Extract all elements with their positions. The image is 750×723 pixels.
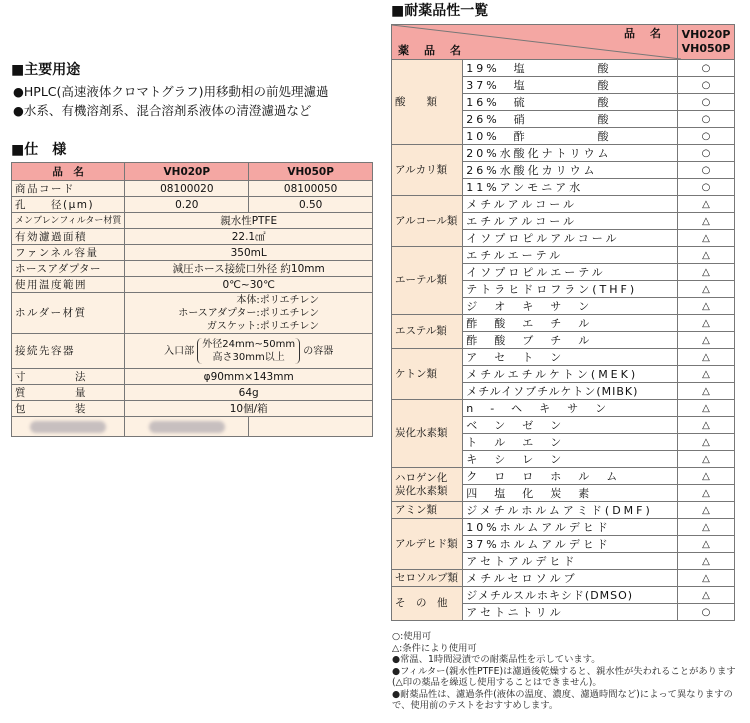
spec-label: 包 装	[12, 401, 125, 417]
notes	[392, 631, 740, 712]
chem-mark: △	[678, 349, 735, 366]
holder-line: ホースアダプター:ポリエチレン	[178, 307, 320, 319]
chem-mark: △	[678, 281, 735, 298]
vessel-line: 外径24mm~50mm	[202, 339, 296, 350]
chem-mark: ○	[678, 94, 735, 111]
chem-row	[392, 145, 735, 162]
chem-row	[392, 247, 735, 264]
chem-mark: ○	[678, 128, 735, 145]
chem-category: エステル類	[392, 315, 463, 349]
spec-value: 減圧ホース接続口外径 約10mm	[125, 261, 373, 277]
spec-heading: ■仕 様	[11, 142, 67, 158]
spec-header-name: 品 名	[12, 163, 125, 181]
chem-mark: ○	[678, 604, 735, 621]
spec-value	[125, 293, 373, 334]
chem-header-chemical: 薬 品 名	[398, 44, 463, 57]
blurred-text	[149, 421, 225, 433]
chem-row	[392, 315, 735, 332]
chem-name: ト ル エ ン	[463, 434, 678, 451]
chem-mark: △	[678, 213, 735, 230]
chem-name: 四 塩 化 炭 素	[463, 485, 678, 502]
chemical-resistance-table	[391, 24, 735, 621]
chem-row	[392, 468, 735, 485]
chem-mark: △	[678, 247, 735, 264]
chem-category: ケトン類	[392, 349, 463, 400]
spec-label: ホースアダプター	[12, 261, 125, 277]
chem-mark: △	[678, 196, 735, 213]
note-line: ●常温、1時間浸漬での耐薬品性を示しています。	[392, 654, 601, 665]
chem-name: 酢 酸 ブ チ ル	[463, 332, 678, 349]
spec-label: 接続先容器	[12, 334, 125, 369]
spec-row-membrane	[12, 213, 373, 229]
holder-line: 本体:ポリエチレン	[236, 294, 320, 306]
chem-name: 10% 酢 酸	[463, 128, 678, 145]
spec-label: ファンネル容量	[12, 245, 125, 261]
spec-value: 22.1㎠	[125, 229, 373, 245]
spec-value: 350mL	[125, 245, 373, 261]
chem-header-product: 品 名	[624, 27, 664, 40]
chem-mark: △	[678, 400, 735, 417]
chem-category: アルカリ類	[392, 145, 463, 196]
chem-header-row	[392, 25, 735, 60]
spec-row-hose	[12, 261, 373, 277]
chem-name: ベ ン ゼ ン	[463, 417, 678, 434]
spec-row-vessel	[12, 334, 373, 369]
chem-name: キ シ レ ン	[463, 451, 678, 468]
main-use-heading: ■主要用途	[11, 62, 81, 78]
chem-category: アミン類	[392, 502, 463, 519]
spec-label: 孔 径(μm)	[12, 197, 125, 213]
chem-header-models	[678, 25, 735, 60]
chem-name: ジメチルホルムアミド(DMF)	[463, 502, 678, 519]
chem-category: エーテル類	[392, 247, 463, 315]
spec-value: 0.50	[249, 197, 373, 213]
chem-name: メチルイソブチルケトン(MIBK)	[463, 383, 678, 400]
chem-category: セロソルブ類	[392, 570, 463, 587]
chem-name: 酢 酸 エ チ ル	[463, 315, 678, 332]
spec-label: 質 量	[12, 385, 125, 401]
spec-header-vh020p: VH020P	[125, 163, 249, 181]
chem-name: ジメチルスルホキシド(DMSO)	[463, 587, 678, 604]
chem-category: 酸 類	[392, 60, 463, 145]
chem-name: 11%アンモニア水	[463, 179, 678, 196]
chem-mark: △	[678, 587, 735, 604]
chem-name: イソプロピルアルコール	[463, 230, 678, 247]
chem-name: 26%水酸化カリウム	[463, 162, 678, 179]
chem-row	[392, 196, 735, 213]
chem-name: イソプロピルエーテル	[463, 264, 678, 281]
chem-mark: △	[678, 264, 735, 281]
chem-name: メチルセロソルブ	[463, 570, 678, 587]
chem-mark: △	[678, 485, 735, 502]
spec-blank-cell	[249, 417, 373, 437]
spec-row-pack	[12, 401, 373, 417]
chem-mark: △	[678, 366, 735, 383]
chem-mark: ○	[678, 60, 735, 77]
spec-header-vh050p: VH050P	[249, 163, 373, 181]
chem-mark: △	[678, 553, 735, 570]
chem-row	[392, 349, 735, 366]
note-line: ●フィルター(親水性PTFE)は濾過後乾燥すると、親水性が失われることがあります(△印の薬品を繰返し使用することはできません)。	[392, 665, 736, 688]
spec-row-holder	[12, 293, 373, 334]
chem-row	[392, 570, 735, 587]
note-line: ●耐薬品性は、濾過条件(液体の温度、濃度、濾過時間など)によって異なりますので、使用前のテストをおすすめします。	[392, 688, 733, 711]
chem-category: 炭化水素類	[392, 400, 463, 468]
model-vh050p: VH050P	[681, 42, 731, 55]
note-line: ○:使用可	[392, 631, 432, 642]
spec-value: φ90mm×143mm	[125, 369, 373, 385]
spec-blank-cell	[125, 417, 249, 437]
chem-mark: △	[678, 332, 735, 349]
chem-mark: △	[678, 383, 735, 400]
spec-value: 親水性PTFE	[125, 213, 373, 229]
chem-name: メチルアルコール	[463, 196, 678, 213]
chem-category: ハロゲン化 炭化水素類	[392, 468, 463, 502]
chem-name: エチルアルコール	[463, 213, 678, 230]
chem-row	[392, 587, 735, 604]
chem-mark: △	[678, 468, 735, 485]
chem-mark: △	[678, 519, 735, 536]
chem-mark: △	[678, 502, 735, 519]
spec-row-code	[12, 181, 373, 197]
chem-row	[392, 502, 735, 519]
spec-value: 10個/箱	[125, 401, 373, 417]
spec-label: 商品コード	[12, 181, 125, 197]
chem-mark: ○	[678, 162, 735, 179]
vessel-pre: 入口部	[164, 346, 195, 357]
chem-mark: △	[678, 315, 735, 332]
chem-row	[392, 400, 735, 417]
spec-row-blurred	[12, 417, 373, 437]
chem-mark: △	[678, 451, 735, 468]
spec-row-mass	[12, 385, 373, 401]
chem-name: アセトアルデヒド	[463, 553, 678, 570]
spec-label: ホルダー材質	[12, 293, 125, 334]
spec-row-temp	[12, 277, 373, 293]
chem-mark: △	[678, 417, 735, 434]
chem-name: アセトニトリル	[463, 604, 678, 621]
blurred-text	[30, 421, 106, 433]
chem-name: 16% 硫 酸	[463, 94, 678, 111]
chem-mark: ○	[678, 111, 735, 128]
chem-category: アルデヒド類	[392, 519, 463, 570]
chem-mark: ○	[678, 145, 735, 162]
spec-row-funnel	[12, 245, 373, 261]
chem-mark: △	[678, 570, 735, 587]
vessel-post: の容器	[303, 346, 334, 357]
chem-mark: △	[678, 536, 735, 553]
chem-name: ジ オ キ サ ン	[463, 298, 678, 315]
spec-label: メンブレンフィルター材質	[12, 213, 125, 229]
usage-item: ●水系、有機溶剤系、混合溶剤系液体の清澄濾過など	[13, 103, 312, 118]
chem-name: テトラヒドロフラン(THF)	[463, 281, 678, 298]
spec-row-area	[12, 229, 373, 245]
spec-value: 08100050	[249, 181, 373, 197]
chem-mark: △	[678, 230, 735, 247]
chem-mark: △	[678, 298, 735, 315]
chem-name: ク ロ ロ ホ ル ム	[463, 468, 678, 485]
usage-item: ●HPLC(高速液体クロマトグラフ)用移動相の前処理濾過	[13, 84, 329, 99]
chem-header-cell	[392, 25, 678, 60]
spec-row-pore	[12, 197, 373, 213]
chem-row	[392, 60, 735, 77]
note-line: △:条件により使用可	[392, 642, 477, 654]
spec-label: 有効濾過面積	[12, 229, 125, 245]
chem-mark: ○	[678, 77, 735, 94]
usage-list	[13, 82, 329, 120]
spec-table	[11, 162, 373, 437]
holder-line: ガスケット:ポリエチレン	[206, 320, 320, 332]
chem-mark: △	[678, 434, 735, 451]
chem-name: メチルエチルケトン(MEK)	[463, 366, 678, 383]
chem-row	[392, 519, 735, 536]
chem-mark: ○	[678, 179, 735, 196]
spec-label: 使用温度範囲	[12, 277, 125, 293]
spec-value	[125, 334, 373, 369]
spec-value: 08100020	[125, 181, 249, 197]
spec-value: 64g	[125, 385, 373, 401]
chem-name: n - ヘ キ サ ン	[463, 400, 678, 417]
spec-value: 0.20	[125, 197, 249, 213]
chem-name: 10%ホルムアルデヒド	[463, 519, 678, 536]
chem-name: ア セ ト ン	[463, 349, 678, 366]
chem-category: そ の 他	[392, 587, 463, 621]
chem-name: 20%水酸化ナトリウム	[463, 145, 678, 162]
spec-row-size	[12, 369, 373, 385]
chem-name: 26% 硝 酸	[463, 111, 678, 128]
chem-heading: ■耐薬品性一覧	[391, 3, 489, 19]
chem-category: アルコール類	[392, 196, 463, 247]
chem-name: エチルエーテル	[463, 247, 678, 264]
spec-value: 0℃~30℃	[125, 277, 373, 293]
spec-blank-cell	[12, 417, 125, 437]
spec-header-row	[12, 163, 373, 181]
chem-name: 37% 塩 酸	[463, 77, 678, 94]
model-vh020p: VH020P	[681, 28, 731, 41]
spec-label: 寸 法	[12, 369, 125, 385]
chem-name: 19% 塩 酸	[463, 60, 678, 77]
vessel-line: 高さ30mm以上	[212, 352, 285, 363]
chem-name: 37%ホルムアルデヒド	[463, 536, 678, 553]
